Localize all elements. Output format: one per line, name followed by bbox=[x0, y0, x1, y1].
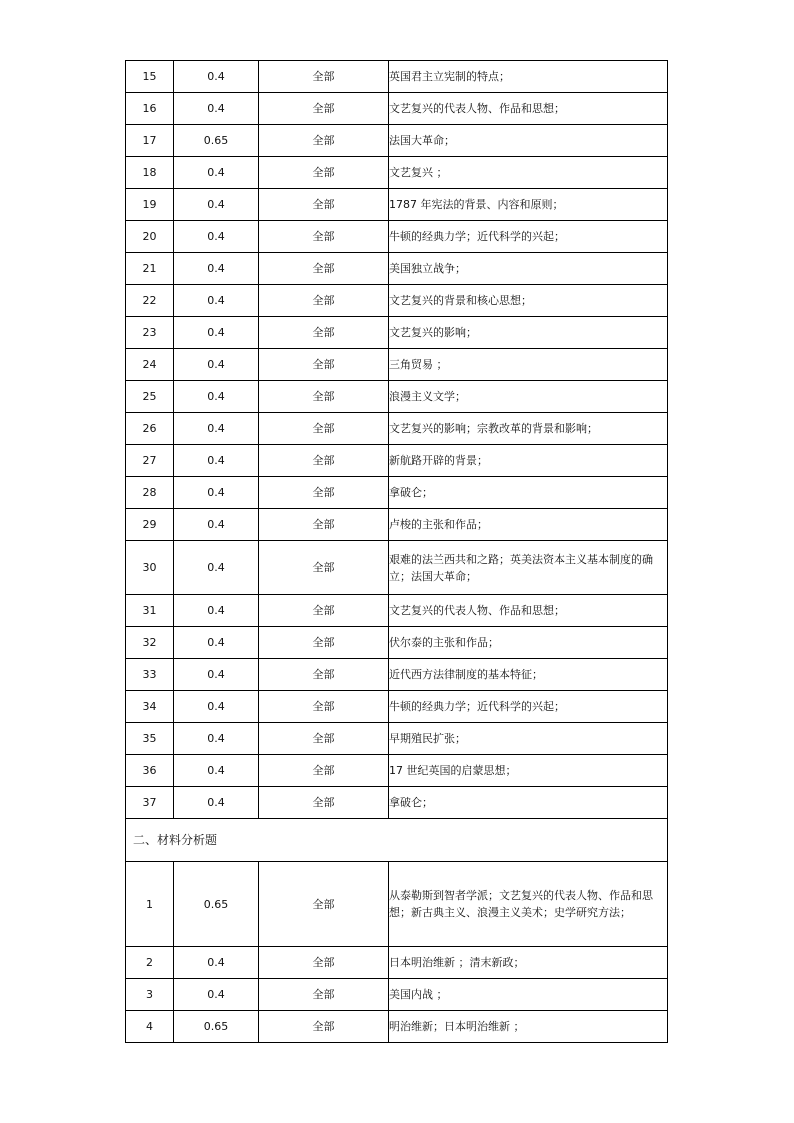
table-row bbox=[126, 1011, 668, 1043]
difficulty-cell: 0.4 bbox=[174, 253, 259, 285]
knowledge-point-cell: 从泰勒斯到智者学派；文艺复兴的代表人物、作品和思想；新古典主义、浪漫主义美术；史学研究方法； bbox=[389, 862, 668, 947]
table-row bbox=[126, 723, 668, 755]
knowledge-point-cell: 文艺复兴的背景和核心思想； bbox=[389, 285, 668, 317]
knowledge-point-cell: 美国内战 ； bbox=[389, 979, 668, 1011]
difficulty-cell: 0.4 bbox=[174, 349, 259, 381]
table-row bbox=[126, 349, 668, 381]
scope-cell: 全部 bbox=[259, 947, 389, 979]
question-number-cell: 20 bbox=[126, 221, 174, 253]
knowledge-point-cell: 文艺复兴的影响；宗教改革的背景和影响； bbox=[389, 413, 668, 445]
scope-cell: 全部 bbox=[259, 413, 389, 445]
table-row bbox=[126, 509, 668, 541]
scope-cell: 全部 bbox=[259, 755, 389, 787]
scope-cell: 全部 bbox=[259, 659, 389, 691]
table-row bbox=[126, 541, 668, 595]
table-row bbox=[126, 93, 668, 125]
scope-cell: 全部 bbox=[259, 93, 389, 125]
question-number-cell: 33 bbox=[126, 659, 174, 691]
table-row bbox=[126, 755, 668, 787]
scope-cell: 全部 bbox=[259, 509, 389, 541]
knowledge-point-cell: 早期殖民扩张； bbox=[389, 723, 668, 755]
knowledge-point-cell: 卢梭的主张和作品； bbox=[389, 509, 668, 541]
scope-cell: 全部 bbox=[259, 381, 389, 413]
knowledge-point-cell: 近代西方法律制度的基本特征； bbox=[389, 659, 668, 691]
question-number-cell: 1 bbox=[126, 862, 174, 947]
knowledge-point-cell: 伏尔泰的主张和作品； bbox=[389, 627, 668, 659]
knowledge-point-cell: 明治维新；日本明治维新 ； bbox=[389, 1011, 668, 1043]
table-row bbox=[126, 157, 668, 189]
difficulty-cell: 0.4 bbox=[174, 947, 259, 979]
table-row bbox=[126, 691, 668, 723]
question-number-cell: 4 bbox=[126, 1011, 174, 1043]
question-number-cell: 32 bbox=[126, 627, 174, 659]
question-number-cell: 2 bbox=[126, 947, 174, 979]
question-number-cell: 18 bbox=[126, 157, 174, 189]
table-row bbox=[126, 317, 668, 349]
table-row bbox=[126, 189, 668, 221]
table-row bbox=[126, 253, 668, 285]
scope-cell: 全部 bbox=[259, 787, 389, 819]
table-row bbox=[126, 221, 668, 253]
difficulty-cell: 0.65 bbox=[174, 862, 259, 947]
question-number-cell: 36 bbox=[126, 755, 174, 787]
scope-cell: 全部 bbox=[259, 317, 389, 349]
knowledge-point-cell: 牛顿的经典力学；近代科学的兴起； bbox=[389, 691, 668, 723]
scope-cell: 全部 bbox=[259, 723, 389, 755]
question-number-cell: 19 bbox=[126, 189, 174, 221]
difficulty-cell: 0.4 bbox=[174, 659, 259, 691]
question-number-cell: 29 bbox=[126, 509, 174, 541]
scope-cell: 全部 bbox=[259, 445, 389, 477]
difficulty-cell: 0.4 bbox=[174, 445, 259, 477]
difficulty-cell: 0.4 bbox=[174, 413, 259, 445]
difficulty-cell: 0.4 bbox=[174, 285, 259, 317]
difficulty-cell: 0.4 bbox=[174, 755, 259, 787]
scope-cell: 全部 bbox=[259, 541, 389, 595]
question-number-cell: 28 bbox=[126, 477, 174, 509]
table-row bbox=[126, 125, 668, 157]
knowledge-point-cell: 文艺复兴的代表人物、作品和思想； bbox=[389, 595, 668, 627]
table-row bbox=[126, 381, 668, 413]
table-row bbox=[126, 413, 668, 445]
difficulty-cell: 0.4 bbox=[174, 477, 259, 509]
knowledge-point-cell: 文艺复兴的影响； bbox=[389, 317, 668, 349]
question-number-cell: 22 bbox=[126, 285, 174, 317]
knowledge-point-cell: 美国独立战争； bbox=[389, 253, 668, 285]
knowledge-point-cell: 法国大革命； bbox=[389, 125, 668, 157]
section-header-row bbox=[126, 819, 668, 862]
knowledge-point-cell: 浪漫主义文学； bbox=[389, 381, 668, 413]
difficulty-cell: 0.4 bbox=[174, 93, 259, 125]
scope-cell: 全部 bbox=[259, 253, 389, 285]
scope-cell: 全部 bbox=[259, 477, 389, 509]
difficulty-cell: 0.4 bbox=[174, 979, 259, 1011]
table-body bbox=[126, 61, 668, 1043]
question-number-cell: 34 bbox=[126, 691, 174, 723]
scope-cell: 全部 bbox=[259, 285, 389, 317]
scope-cell: 全部 bbox=[259, 157, 389, 189]
question-number-cell: 27 bbox=[126, 445, 174, 477]
difficulty-cell: 0.4 bbox=[174, 381, 259, 413]
difficulty-cell: 0.4 bbox=[174, 509, 259, 541]
knowledge-point-cell: 17 世纪英国的启蒙思想； bbox=[389, 755, 668, 787]
knowledge-point-cell: 三角贸易 ； bbox=[389, 349, 668, 381]
difficulty-cell: 0.4 bbox=[174, 157, 259, 189]
question-number-cell: 16 bbox=[126, 93, 174, 125]
difficulty-cell: 0.4 bbox=[174, 723, 259, 755]
difficulty-cell: 0.65 bbox=[174, 125, 259, 157]
question-number-cell: 30 bbox=[126, 541, 174, 595]
question-number-cell: 15 bbox=[126, 61, 174, 93]
difficulty-cell: 0.65 bbox=[174, 1011, 259, 1043]
scope-cell: 全部 bbox=[259, 221, 389, 253]
question-number-cell: 31 bbox=[126, 595, 174, 627]
knowledge-point-cell: 拿破仑； bbox=[389, 477, 668, 509]
difficulty-cell: 0.4 bbox=[174, 691, 259, 723]
table-row bbox=[126, 595, 668, 627]
knowledge-point-cell: 艰难的法兰西共和之路；英美法资本主义基本制度的确立；法国大革命； bbox=[389, 541, 668, 595]
knowledge-point-cell: 文艺复兴 ； bbox=[389, 157, 668, 189]
difficulty-cell: 0.4 bbox=[174, 221, 259, 253]
scope-cell: 全部 bbox=[259, 595, 389, 627]
table-row bbox=[126, 285, 668, 317]
table-row bbox=[126, 61, 668, 93]
table-row bbox=[126, 947, 668, 979]
scope-cell: 全部 bbox=[259, 189, 389, 221]
question-number-cell: 3 bbox=[126, 979, 174, 1011]
knowledge-point-cell: 新航路开辟的背景； bbox=[389, 445, 668, 477]
table-row bbox=[126, 477, 668, 509]
table-row bbox=[126, 627, 668, 659]
section-title: 二、材料分析题 bbox=[126, 819, 668, 862]
knowledge-point-cell: 拿破仑； bbox=[389, 787, 668, 819]
scope-cell: 全部 bbox=[259, 61, 389, 93]
difficulty-cell: 0.4 bbox=[174, 541, 259, 595]
table-row bbox=[126, 659, 668, 691]
scope-cell: 全部 bbox=[259, 125, 389, 157]
question-number-cell: 25 bbox=[126, 381, 174, 413]
scope-cell: 全部 bbox=[259, 691, 389, 723]
difficulty-cell: 0.4 bbox=[174, 189, 259, 221]
question-number-cell: 24 bbox=[126, 349, 174, 381]
question-number-cell: 37 bbox=[126, 787, 174, 819]
question-number-cell: 35 bbox=[126, 723, 174, 755]
knowledge-point-cell: 英国君主立宪制的特点； bbox=[389, 61, 668, 93]
scope-cell: 全部 bbox=[259, 862, 389, 947]
knowledge-point-cell: 文艺复兴的代表人物、作品和思想； bbox=[389, 93, 668, 125]
scope-cell: 全部 bbox=[259, 349, 389, 381]
difficulty-cell: 0.4 bbox=[174, 787, 259, 819]
difficulty-cell: 0.4 bbox=[174, 595, 259, 627]
table-row bbox=[126, 445, 668, 477]
difficulty-cell: 0.4 bbox=[174, 317, 259, 349]
question-analysis-table bbox=[125, 60, 668, 1043]
scope-cell: 全部 bbox=[259, 627, 389, 659]
table-row bbox=[126, 787, 668, 819]
table-row bbox=[126, 979, 668, 1011]
knowledge-point-cell: 日本明治维新 ；清末新政； bbox=[389, 947, 668, 979]
difficulty-cell: 0.4 bbox=[174, 627, 259, 659]
question-number-cell: 23 bbox=[126, 317, 174, 349]
question-number-cell: 21 bbox=[126, 253, 174, 285]
scope-cell: 全部 bbox=[259, 979, 389, 1011]
table-row bbox=[126, 862, 668, 947]
scope-cell: 全部 bbox=[259, 1011, 389, 1043]
question-number-cell: 26 bbox=[126, 413, 174, 445]
knowledge-point-cell: 牛顿的经典力学；近代科学的兴起； bbox=[389, 221, 668, 253]
knowledge-point-cell: 1787 年宪法的背景、内容和原则； bbox=[389, 189, 668, 221]
difficulty-cell: 0.4 bbox=[174, 61, 259, 93]
question-number-cell: 17 bbox=[126, 125, 174, 157]
